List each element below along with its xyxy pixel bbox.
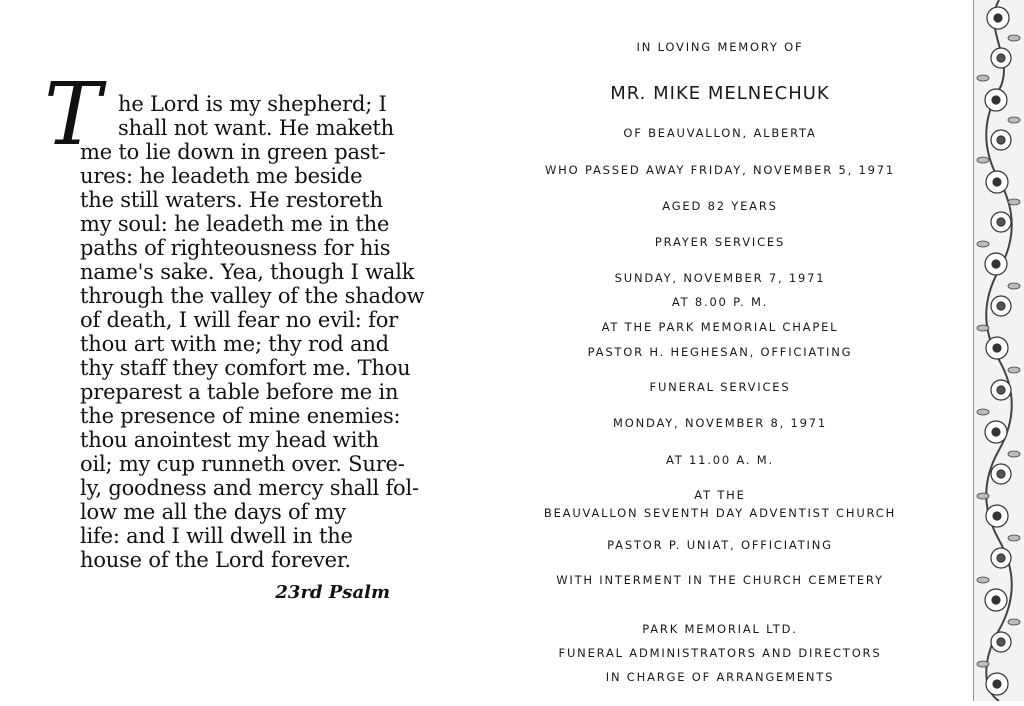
psalm-line: ly, goodness and mercy shall fol- bbox=[80, 476, 419, 500]
floral-border bbox=[973, 0, 1024, 701]
funeral-place: BEAUVALLON SEVENTH DAY ADVENTIST CHURCH bbox=[543, 506, 897, 520]
psalm-line: the still waters. He restoreth bbox=[80, 188, 383, 212]
psalm-line: the presence of mine enemies: bbox=[80, 404, 401, 428]
prayer-place: AT THE PARK MEMORIAL CHAPEL bbox=[601, 320, 839, 334]
psalm-line: me to lie down in green past- bbox=[80, 140, 386, 164]
psalm-line: shall not want. He maketh bbox=[118, 116, 394, 140]
hometown: OF BEAUVALLON, ALBERTA bbox=[623, 126, 817, 140]
funeral-time: AT 11.00 A. M. bbox=[666, 453, 774, 467]
deceased-name: MR. MIKE MELNECHUK bbox=[610, 83, 830, 104]
director-name: PARK MEMORIAL LTD. bbox=[642, 622, 798, 636]
psalm-line: low me all the days of my bbox=[80, 500, 346, 524]
interment: WITH INTERMENT IN THE CHURCH CEMETERY bbox=[556, 573, 884, 587]
funeral-services-heading: FUNERAL SERVICES bbox=[649, 380, 791, 394]
psalm-line: house of the Lord forever. bbox=[80, 548, 351, 572]
funeral-date: MONDAY, NOVEMBER 8, 1971 bbox=[613, 416, 827, 430]
flower-vine-icon bbox=[974, 0, 1024, 701]
psalm-line: ures: he leadeth me beside bbox=[80, 164, 363, 188]
passed-away-date: WHO PASSED AWAY FRIDAY, NOVEMBER 5, 1971 bbox=[545, 163, 895, 177]
psalm-dropcap: T bbox=[44, 65, 102, 165]
memorial-details bbox=[480, 0, 960, 701]
psalm-line: preparest a table before me in bbox=[80, 380, 399, 404]
psalm-line: through the valley of the shadow bbox=[80, 284, 425, 308]
psalm-line: he Lord is my shepherd; I bbox=[118, 92, 387, 116]
psalm-line: thy staff they comfort me. Thou bbox=[80, 356, 411, 380]
psalm-line: life: and I will dwell in the bbox=[80, 524, 353, 548]
funeral-at: AT THE bbox=[694, 488, 746, 502]
psalm-line: name's sake. Yea, though I walk bbox=[80, 260, 415, 284]
psalm-line: paths of righteousness for his bbox=[80, 236, 391, 260]
prayer-date: SUNDAY, NOVEMBER 7, 1971 bbox=[614, 271, 826, 285]
prayer-services-heading: PRAYER SERVICES bbox=[654, 235, 786, 249]
psalm-line: thou anointest my head with bbox=[80, 428, 379, 452]
psalm-reference: 23rd Psalm bbox=[275, 582, 390, 603]
memorial-heading: IN LOVING MEMORY OF bbox=[636, 40, 804, 54]
funeral-officiant: PASTOR P. UNIAT, OFFICIATING bbox=[607, 538, 833, 552]
psalm-line: thou art with me; thy rod and bbox=[80, 332, 389, 356]
age: AGED 82 YEARS bbox=[662, 199, 778, 213]
director-role: FUNERAL ADMINISTRATORS AND DIRECTORS bbox=[558, 646, 882, 660]
prayer-officiant: PASTOR H. HEGHESAN, OFFICIATING bbox=[587, 345, 853, 359]
psalm-line: my soul: he leadeth me in the bbox=[80, 212, 390, 236]
director-note: IN CHARGE OF ARRANGEMENTS bbox=[605, 670, 835, 684]
psalm-line: oil; my cup runneth over. Sure- bbox=[80, 452, 405, 476]
psalm-line: of death, I will fear no evil: for bbox=[80, 308, 398, 332]
prayer-time: AT 8.00 P. M. bbox=[671, 295, 769, 309]
